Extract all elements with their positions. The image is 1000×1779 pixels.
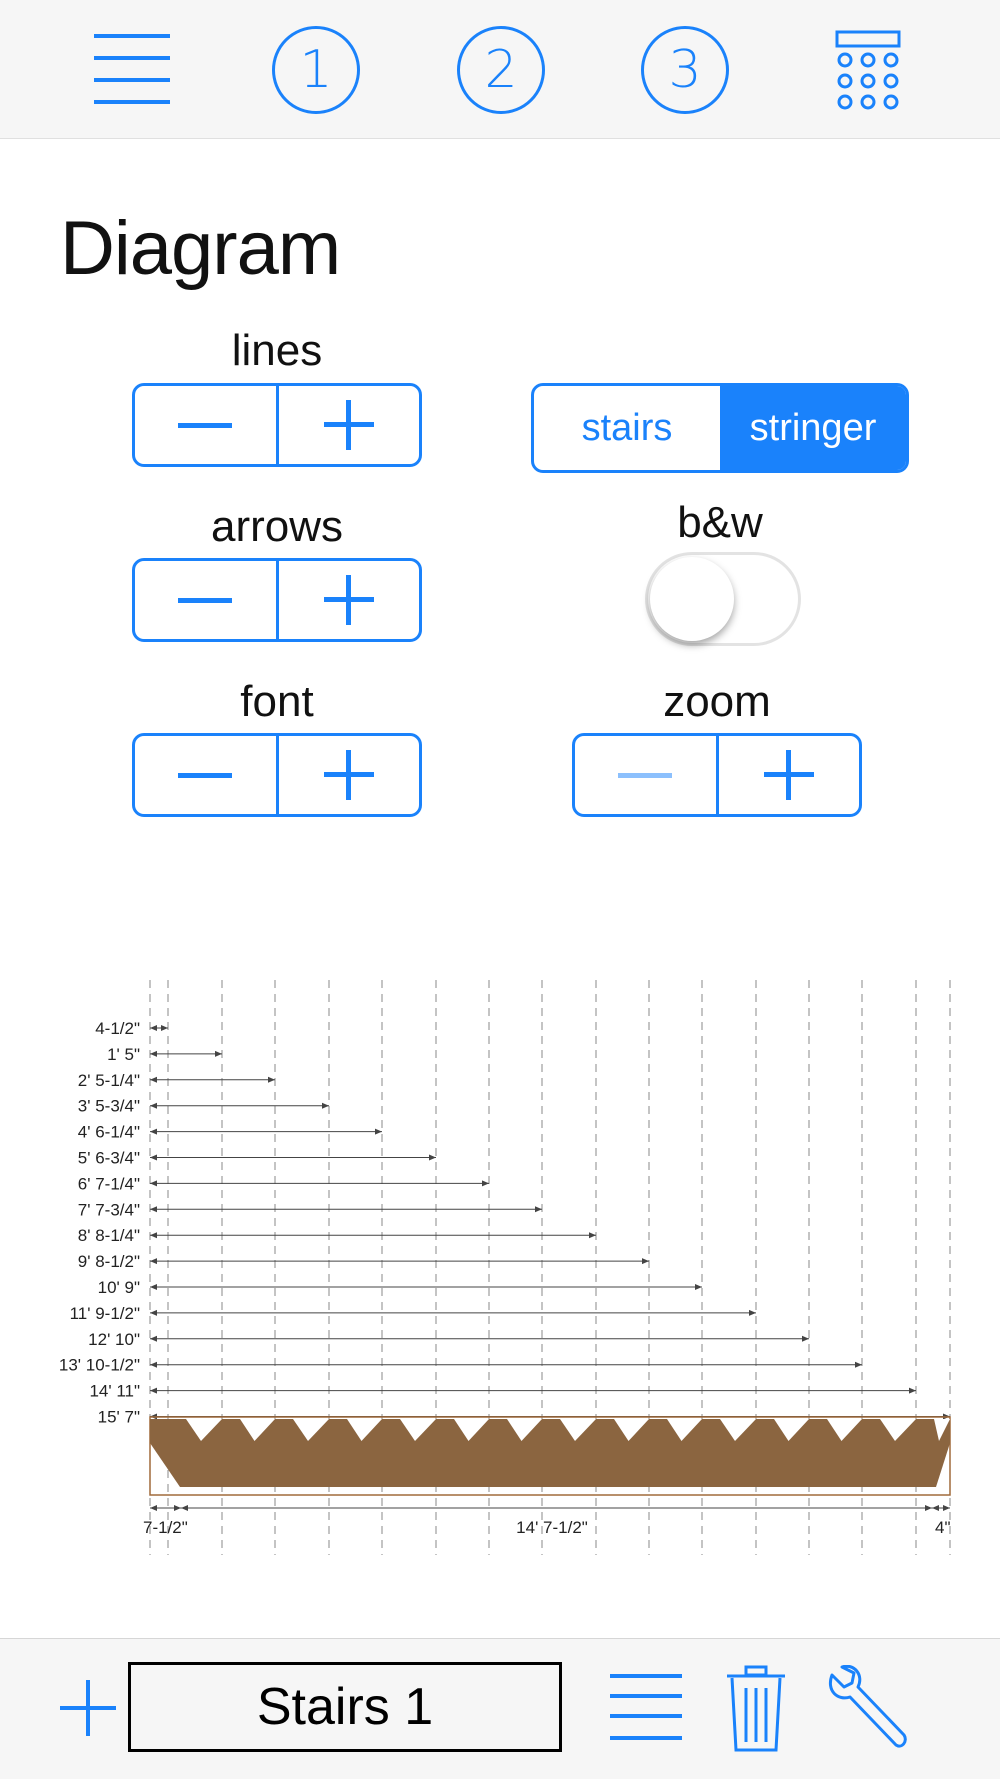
calculator-button[interactable] xyxy=(822,24,914,116)
bottom-dimension-label: 7-1/2" xyxy=(143,1518,188,1537)
menu-button[interactable] xyxy=(86,24,178,116)
arrows-stepper xyxy=(132,558,422,642)
page-title: Diagram xyxy=(60,206,341,291)
zoom-decrease-button[interactable] xyxy=(575,736,716,814)
list-button[interactable] xyxy=(606,1670,686,1746)
calculator-icon xyxy=(822,24,914,116)
bottom-dimension-label: 14' 7-1/2" xyxy=(516,1518,588,1537)
menu-icon xyxy=(86,24,178,116)
run-dimension-label: 1' 5" xyxy=(107,1044,140,1064)
stringer-body xyxy=(150,1419,950,1487)
run-dimension-label: 10' 9" xyxy=(97,1278,140,1297)
font-decrease-button[interactable] xyxy=(135,736,276,814)
plus-icon xyxy=(764,750,814,800)
list-icon xyxy=(606,1670,686,1746)
add-button[interactable] xyxy=(56,1676,120,1740)
font-label: font xyxy=(240,677,314,726)
tab-3-button[interactable] xyxy=(639,24,731,116)
tab-1-label: 1 xyxy=(272,26,360,114)
tab-2-button[interactable] xyxy=(455,24,547,116)
top-toolbar xyxy=(0,0,1000,139)
tab-3-label: 3 xyxy=(641,26,729,114)
zoom-increase-button[interactable] xyxy=(716,736,860,814)
run-dimension-label: 5' 6-3/4" xyxy=(77,1148,140,1168)
run-dimension-label: 4' 6-1/4" xyxy=(77,1122,140,1142)
bw-label: b&w xyxy=(677,498,763,547)
toggle-knob xyxy=(650,557,734,641)
plus-icon xyxy=(324,400,374,450)
run-dimension-label: 11' 9-1/2" xyxy=(69,1303,140,1323)
stringer-diagram xyxy=(0,975,1000,1565)
arrows-label: arrows xyxy=(210,502,344,551)
delete-button[interactable] xyxy=(724,1664,788,1754)
bw-toggle[interactable] xyxy=(645,552,801,646)
run-dimension-label: 8' 8-1/4" xyxy=(77,1226,140,1246)
lines-decrease-button[interactable] xyxy=(135,386,276,464)
run-dimension-label: 2' 5-1/4" xyxy=(77,1070,140,1090)
font-stepper xyxy=(132,733,422,817)
view-segmented-control xyxy=(531,383,909,473)
stringer-option[interactable]: stringer xyxy=(720,386,906,470)
plus-icon xyxy=(56,1676,120,1740)
lines-label: lines xyxy=(231,326,323,375)
bottom-dimension-label: 4" xyxy=(935,1518,951,1537)
trash-icon xyxy=(724,1664,788,1754)
plus-icon xyxy=(324,575,374,625)
run-dimension-label: 15' 7" xyxy=(97,1407,140,1427)
font-increase-button[interactable] xyxy=(276,736,420,814)
minus-icon xyxy=(178,773,232,778)
settings-button[interactable] xyxy=(826,1665,912,1757)
run-dimension-label: 7' 7-3/4" xyxy=(77,1200,140,1220)
run-dimension-label: 13' 10-1/2" xyxy=(58,1355,140,1375)
arrows-decrease-button[interactable] xyxy=(135,561,276,639)
minus-icon xyxy=(178,423,232,428)
stair-name-field[interactable]: Stairs 1 xyxy=(128,1662,562,1752)
plus-icon xyxy=(324,750,374,800)
stairs-option[interactable]: stairs xyxy=(581,406,673,449)
lines-increase-button[interactable] xyxy=(276,386,420,464)
run-dimension-label: 14' 11" xyxy=(89,1381,140,1401)
run-dimension-label: 3' 5-3/4" xyxy=(77,1096,140,1116)
lines-stepper xyxy=(132,383,422,467)
tab-2-label: 2 xyxy=(457,26,545,114)
zoom-stepper xyxy=(572,733,862,817)
run-dimension-label: 9' 8-1/2" xyxy=(77,1252,140,1272)
zoom-label: zoom xyxy=(663,677,771,726)
minus-icon xyxy=(618,773,672,778)
minus-icon xyxy=(178,598,232,603)
run-dimension-label: 12' 10" xyxy=(88,1329,140,1349)
wrench-icon xyxy=(826,1665,912,1757)
tab-1-button[interactable] xyxy=(270,24,362,116)
run-dimension-label: 6' 7-1/4" xyxy=(77,1174,140,1194)
arrows-increase-button[interactable] xyxy=(276,561,420,639)
run-dimension-label: 4-1/2" xyxy=(95,1019,140,1038)
